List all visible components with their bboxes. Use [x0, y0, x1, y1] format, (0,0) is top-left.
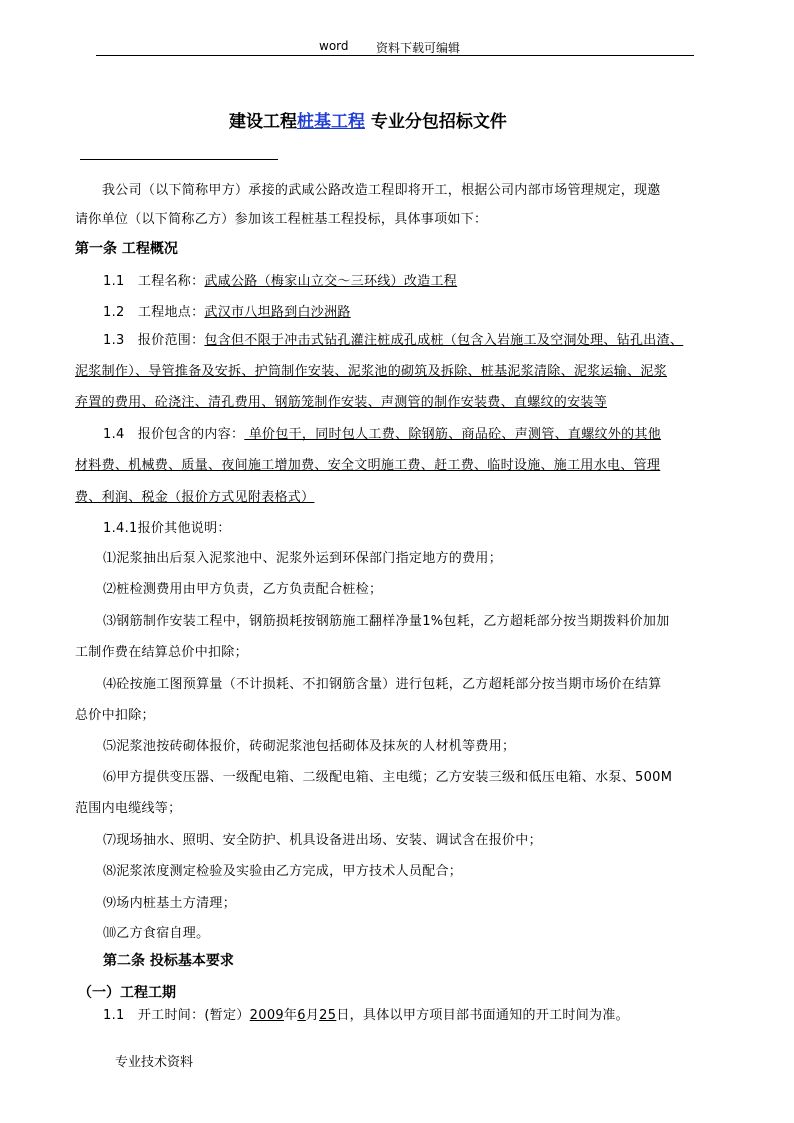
year-char: 年: [283, 1008, 298, 1023]
note-7: ⑺现场抽水、照明、安全防护、机具设备进出场、安装、调试含在报价中；: [103, 833, 542, 848]
item-1-4: [103, 423, 661, 442]
footer-text: 专业技术资料: [115, 1055, 194, 1070]
note-2: ⑵桩检测费用由甲方负责，乙方负责配合桩检；: [103, 582, 383, 597]
item-2-1-1: [103, 1004, 629, 1023]
item-1-2-value: 武汉市八坦路到白沙洲路: [204, 305, 351, 320]
title-link[interactable]: 桩基工程: [297, 112, 365, 132]
item-1-4-line-3: 费、利润、税金（报价方式见附表格式）: [75, 490, 315, 505]
item-2-1-1-num: 1.1: [103, 1008, 125, 1023]
document-title: [229, 107, 507, 132]
start-day: 25: [319, 1008, 337, 1023]
article1-heading: 第一条 工程概况: [75, 241, 178, 257]
start-month: 6: [297, 1008, 306, 1023]
item-1-2: [103, 301, 351, 320]
item-1-2-num: 1.2: [103, 305, 125, 320]
item-1-3-label: 报价范围：: [137, 333, 205, 348]
item-1-1-label: 工程名称：: [137, 274, 205, 289]
item-2-1-1-label: 开工时间：(暂定）: [137, 1008, 250, 1023]
note-6-line-2: 范围内电缆线等；: [75, 801, 182, 816]
item-1-3-line-2: 泥浆制作）、导管推备及安拆、护筒制作安装、泥浆池的砌筑及拆除、桩基泥浆清除、泥浆运输、泥浆: [75, 364, 668, 379]
item-1-1-num: 1.1: [103, 274, 125, 289]
article2-heading: 第二条 投标基本要求: [103, 953, 234, 969]
intro-line-2: 请你单位（以下简称乙方）参加该工程桩基工程投标，具体事项如下：: [75, 212, 488, 227]
intro-line-1: 我公司（以下简称甲方）承接的武咸公路改造工程即将开工，根据公司内部市场管理规定，现邀: [102, 183, 661, 198]
title-suffix: 专业分包招标文件: [365, 112, 507, 132]
month-char: 月: [305, 1008, 320, 1023]
note-3-line-2: 工制作费在结算总价中扣除；: [75, 645, 248, 660]
note-5: ⑸泥浆池按砖砌体报价，砖砌泥浆池包括砌体及抹灰的人材机等费用；: [103, 739, 516, 754]
note-8: ⑻泥浆浓度测定检验及实验由乙方完成，甲方技术人员配合；: [103, 864, 463, 879]
note-4-line-1: ⑷砼按施工图预算量（不计损耗、不扣钢筋含量）进行包耗，乙方超耗部分按当期市场价在结算: [103, 677, 662, 692]
header-text: 资料下载可编辑: [376, 41, 461, 55]
note-10: ⑽乙方食宿自理。: [103, 926, 210, 941]
item-1-3-line-1: 包含但不限于冲击式钻孔灌注桩成孔成桩（包含入岩施工及空洞处理、钻孔出渣、: [204, 333, 684, 348]
item-1-4-line-1: 单价包干，同时包人工费、除钢筋、商品砼、声测管、直螺纹外的其他: [244, 427, 662, 442]
note-6-line-1: ⑹甲方提供变压器、一级配电箱、二级配电箱、主电缆；乙方安装三级和低压电箱、水泵、500M: [103, 770, 673, 785]
note-9: ⑼场内桩基土方清理；: [103, 896, 237, 911]
item-1-4-num: 1.4: [103, 427, 125, 442]
item-1-4-label: 报价包含的内容：: [137, 427, 245, 442]
recipient-blank-line: [80, 159, 278, 160]
item-1-1: [103, 270, 457, 289]
header-word: word: [319, 39, 349, 53]
item-1-4-line-2: 材料费、机械费、质量、夜间施工增加费、安全文明施工费、赶工费、临时设施、施工用水电、管理: [75, 458, 661, 473]
note-3-line-1: ⑶钢筋制作安装工程中，钢筋损耗按钢筋施工翻样净量1%包耗，乙方超耗部分按当期拨料价加加: [103, 614, 670, 629]
item-1-2-label: 工程地点：: [137, 305, 205, 320]
title-prefix: 建设工程: [229, 112, 297, 132]
item-1-3: [103, 329, 683, 348]
header-rule: [96, 55, 694, 56]
item-1-3-line-3: 弃置的费用、砼浇注、清孔费用、钢筋笼制作安装、声测管的制作安装费、直螺纹的安装等: [75, 395, 608, 410]
item-1-3-num: 1.3: [103, 333, 125, 348]
article2-sub1: （一）工程工期: [78, 985, 176, 1001]
item-1-1-value: 武咸公路（梅家山立交～三环线）改造工程: [204, 274, 458, 289]
start-date-tail: 日，具体以甲方项目部书面通知的开工时间为准。: [336, 1008, 629, 1023]
start-year: 2009: [249, 1008, 284, 1023]
item-1-4-1: 1.4.1报价其他说明：: [103, 521, 231, 536]
note-1: ⑴泥浆抽出后泵入泥浆池中、泥浆外运到环保部门指定地方的费用；: [103, 551, 503, 566]
note-4-line-2: 总价中扣除；: [75, 708, 155, 723]
